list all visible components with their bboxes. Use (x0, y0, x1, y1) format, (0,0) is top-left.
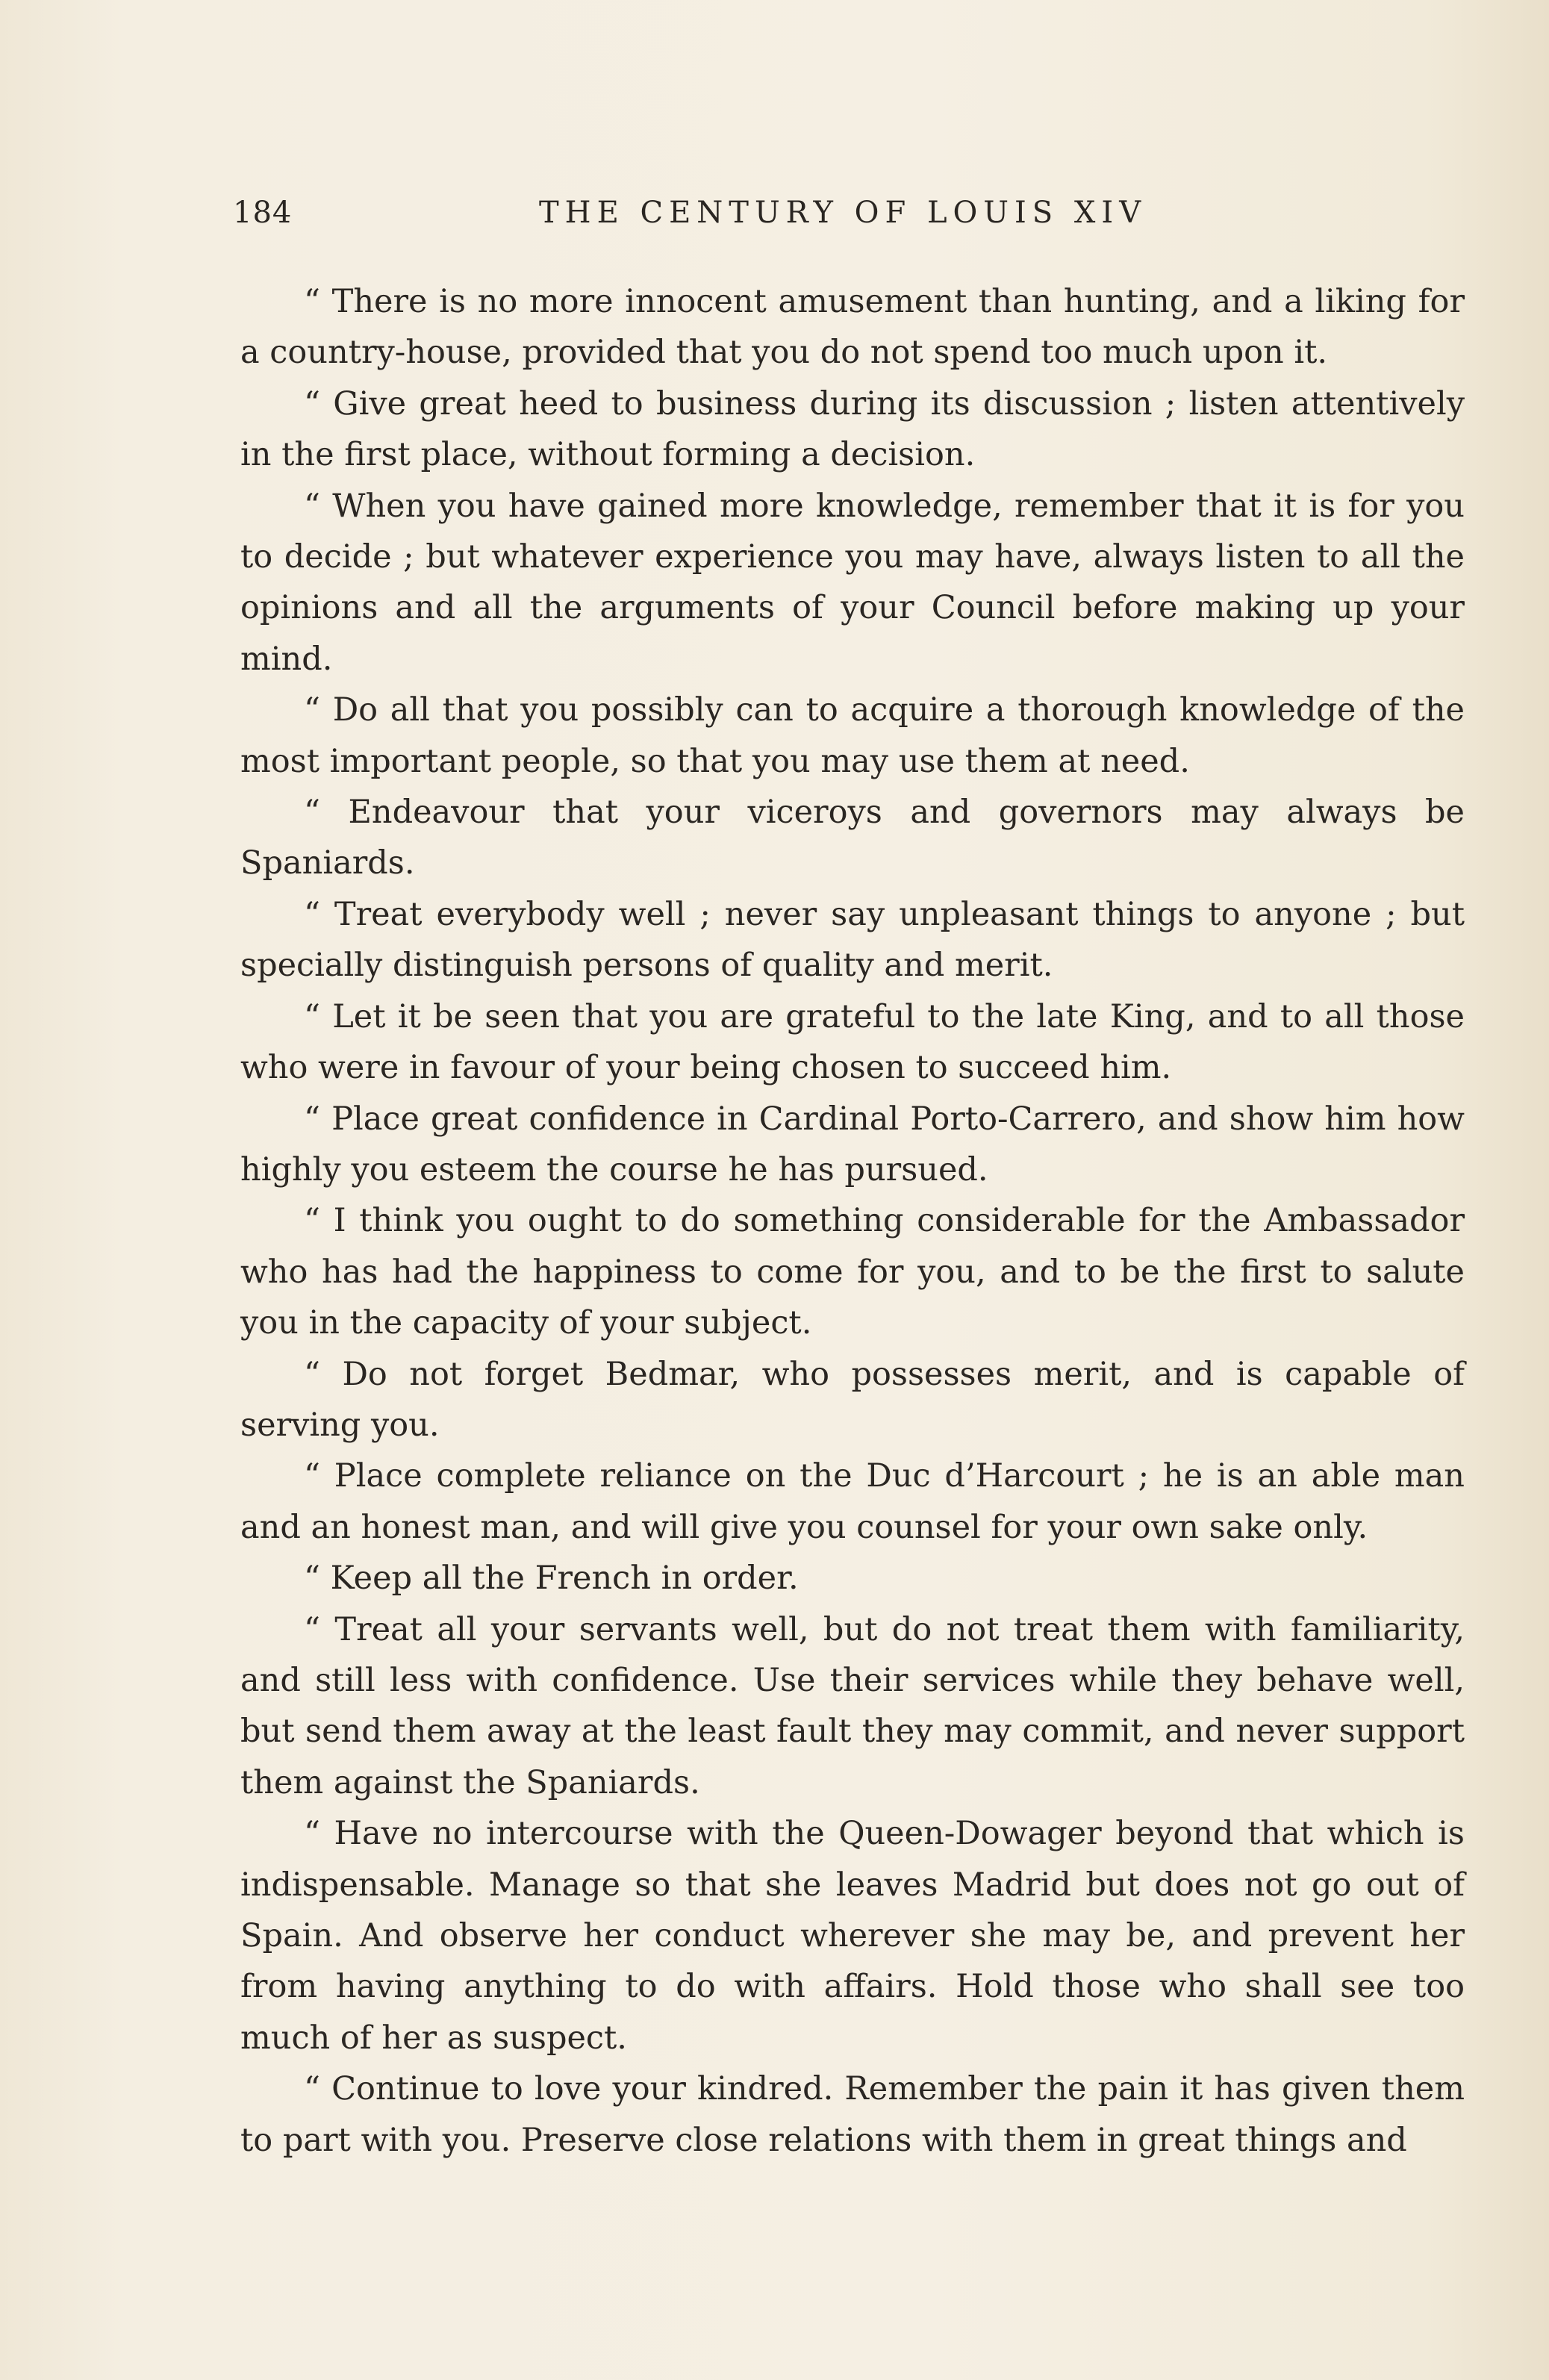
paragraph-treat-everybody: “ Treat everybody well ; never say unpleasant things to anyone ; but specially distinguish persons of quality and merit. (240, 895, 1465, 985)
paragraph-knowledge: “ When you have gained more knowledge, remember that it is for you to decide ; but whatever experience you may have, always listen to all the opinions and all the arguments of your Council before making up your mind. (240, 487, 1465, 678)
paragraph-viceroys: “ Endeavour that your viceroys and governors may always be Spaniards. (240, 794, 1465, 882)
paragraph-people: “ Do all that you possibly can to acquire a thorough knowledge of the most important people, so that you may use them at need. (240, 691, 1465, 780)
paragraph-harcourt: “ Place complete reliance on the Duc d’Harcourt ; he is an able man and an honest man, and will give you counsel for your own sake only. (240, 1457, 1465, 1546)
page-number: 184 (233, 196, 293, 230)
paragraph-late-king: “ Let it be seen that you are grateful to the late King, and to all those who were in favour of your being chosen to succeed him. (240, 997, 1465, 1087)
paragraph-ambassador: “ I think you ought to do something considerable for the Ambassador who has had the happiness to come for you, and to be the first to salute you in the capacity of your subject. (240, 1202, 1465, 1342)
paragraph-business: “ Give great heed to business during its discussion ; listen attentively in the first place, without forming a decision. (240, 384, 1465, 474)
paragraph-queen-dowager: “ Have no intercourse with the Queen-Dowager beyond that which is indispensable. Manage so that she leaves Madrid but does not go out of Spain. And observe her conduct wherever she may be, and prevent her from having anything to do with affairs. Hold those who shall see too much of her as suspect. (240, 1815, 1465, 2057)
body-text (240, 276, 1465, 2166)
paragraph-porto-carrero: “ Place great confidence in Cardinal Porto-Carrero, and show him how highly you esteem the course he has pursued. (240, 1100, 1465, 1189)
paragraph-french: “ Keep all the French in order. (304, 1560, 799, 1598)
paragraph-kindred: “ Continue to love your kindred. Remember the pain it has given them to part with you. Preserve close relations with them in great things and (240, 2070, 1465, 2159)
paragraph-bedmar: “ Do not forget Bedmar, who possesses merit, and is capable of serving you. (240, 1355, 1465, 1444)
paragraph-servants: “ Treat all your servants well, but do not treat them with familiarity, and still less with confidence. Use their services while they behave well, but send them away at the least fault they may commit, and never support them against the Spaniards. (240, 1610, 1465, 1801)
paragraph-hunting: “ There is no more innocent amusement than hunting, and a liking for a country-house, provided that you do not spend too much upon it. (240, 283, 1465, 372)
running-head (233, 196, 1472, 240)
running-title: THE CENTURY OF LOUIS XIV (539, 196, 1147, 230)
